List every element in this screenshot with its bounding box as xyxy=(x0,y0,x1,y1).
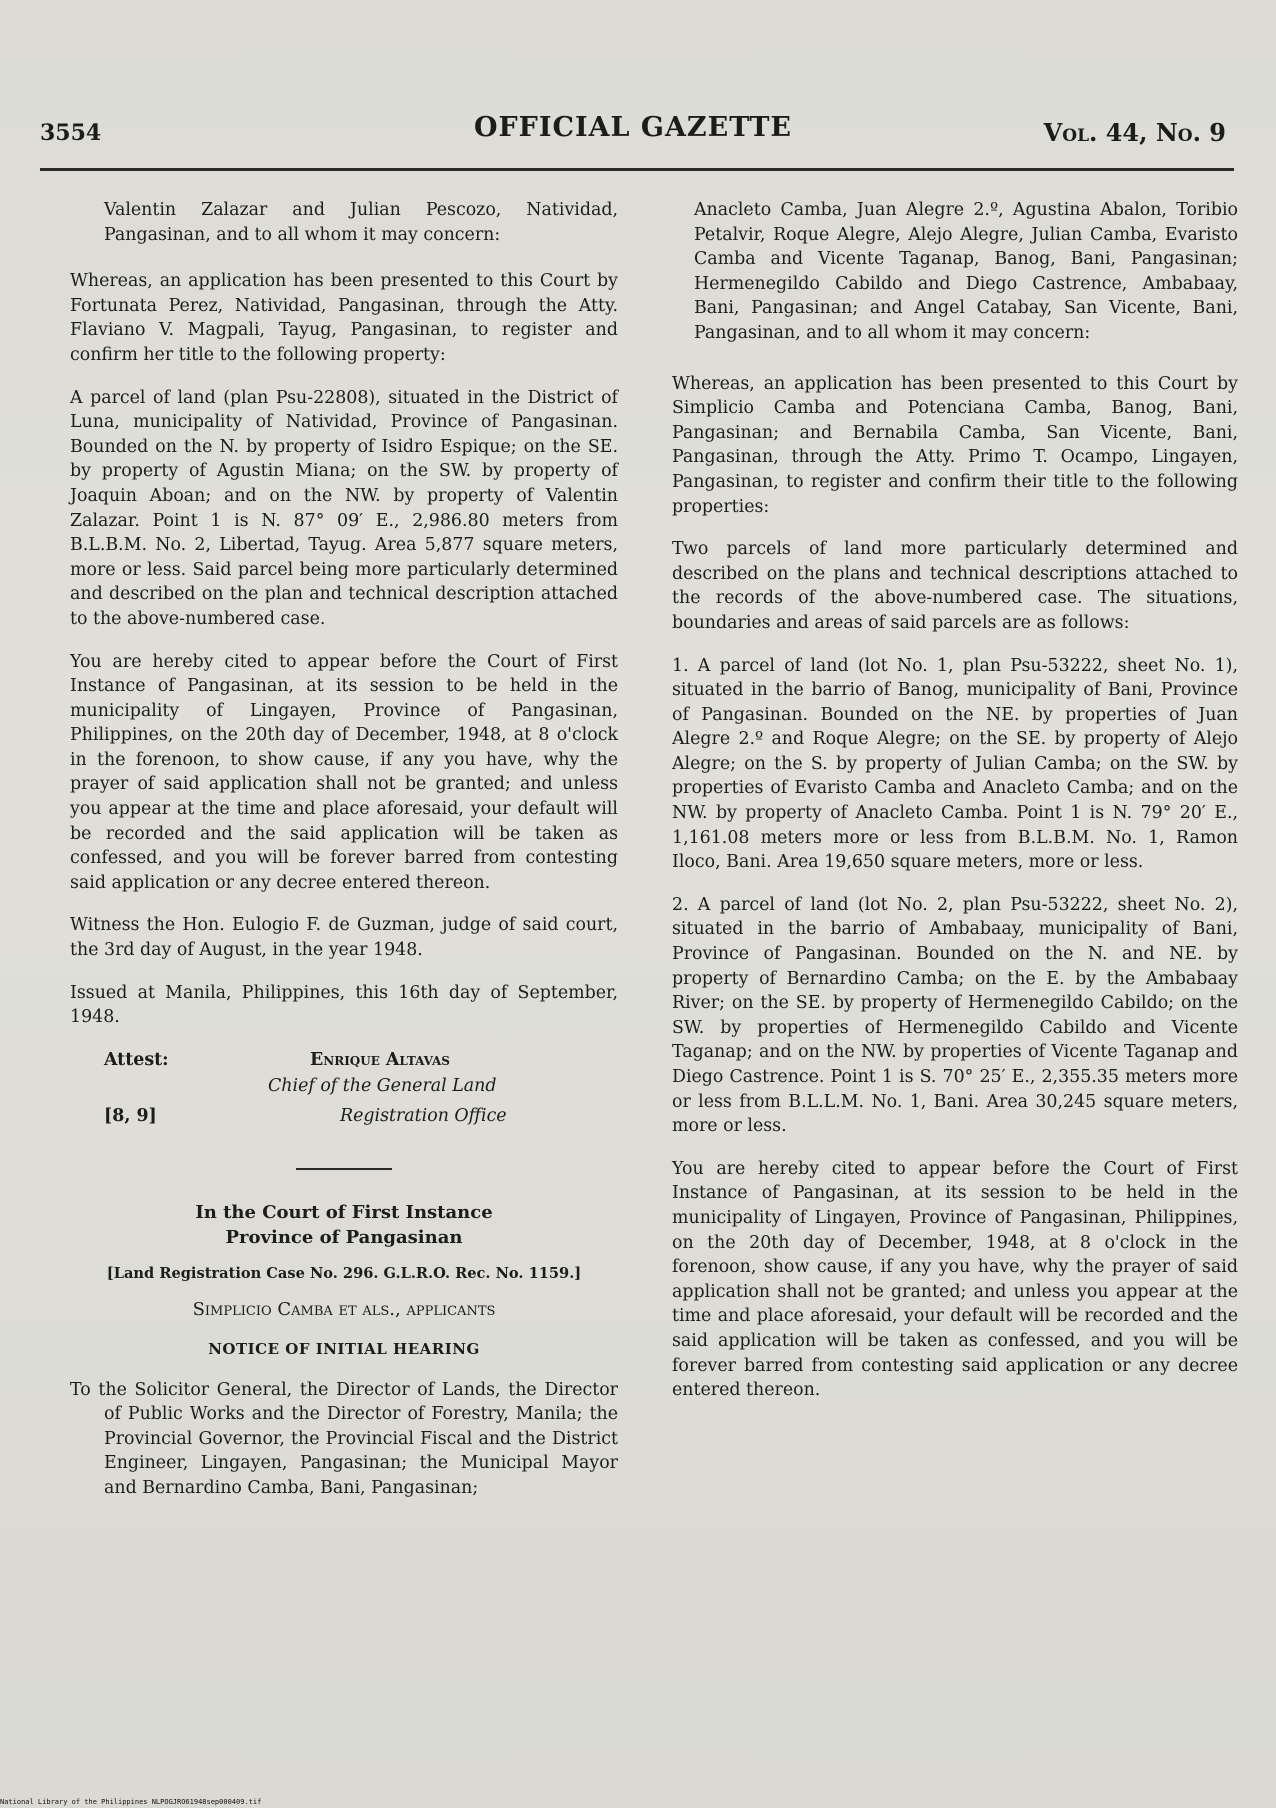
left-issued-paragraph: Issued at Manila, Philippines, this 16th day of September, 1948. xyxy=(70,982,618,1028)
page-header xyxy=(40,112,1226,152)
left-column xyxy=(70,198,618,1519)
right-whereas-paragraph: Whereas, an application has been presented to this Court by Simplicio Camba and Potenciana Camba, Banog, Bani, Pangasinan; and Bernabila Camba, San Vicente, Bani, Pangasinan, through the Atty. Primo T. Ocampo, Lingayen, Pangasinan, to register and confirm their title to the following properties: xyxy=(672,373,1238,517)
attest-office: Registration Office xyxy=(340,1105,507,1126)
to-paragraph: To the Solicitor General, the Director of Lands, the Director of Public Works and the Director of Forestry, Manila; the Provincial Governor, the Provincial Fiscal and the District Engineer, Lingayen, Pangasinan; the Municipal Mayor and Bernardino Camba, Bani, Pangasinan; xyxy=(70,1379,618,1498)
right-column xyxy=(672,198,1238,1421)
left-parcel-paragraph: A parcel of land (plan Psu-22808), situated in the District of Luna, municipality of Natividad, Province of Pangasinan. Bounded on the N. by property of Isidro Espique; on the SE. by property of Agustin Miana; on the SW. by property of Joaquin Aboan; and on the NW. by property of Valentin Zalazar. Point 1 is N. 87° 09′ E., 2,986.80 meters from B.L.B.M. No. 2, Libertad, Tayug. Area 5,877 square meters, more or less. Said parcel being more particularly determined and described on the plan and technical description attached to the above-numbered case. xyxy=(70,387,618,629)
court-heading-1: In the Court of First Instance xyxy=(195,1201,493,1223)
right-citation-paragraph: You are hereby cited to appear before the Court of First Instance of Pangasinan, at its session to be held in the municipality of Lingayen, Province of Pangasinan, Philippines, on the 20th day of December, 1948, at 8 o'clock in the forenoon, show cause, if any you have, why the prayer of said application shall not be granted; and unless you appear at the time and place aforesaid, your default will be recorded and the said application will be taken as confessed, and you will be forever barred from contesting said application or any decree entered thereon. xyxy=(672,1158,1238,1401)
attest-name: Enrique Altavas xyxy=(310,1049,450,1070)
attest-title: Chief of the General Land xyxy=(268,1075,497,1096)
left-address-block: Valentin Zalazar and Julian Pescozo, Natividad, Pangasinan, and to all whom it may concern: xyxy=(104,200,618,245)
publication-title: OFFICIAL GAZETTE xyxy=(473,112,793,143)
right-parcel-2: 2. A parcel of land (lot No. 2, plan Psu-53222, sheet No. 2), situated in the barrio of Ambabaay, municipality of Bani, Province of Pangasinan. Bounded on the N. and NE. by property of Bernardino Camba; on the E. by the Ambabaay River; on the SE. by property of Hermenegildo Cabildo; on the SW. by properties of Hermenegildo Cabildo and Vicente Taganap; and on the NW. by properties of Vicente Taganap and Diego Castrence. Point 1 is S. 70° 25′ E., 2,355.35 meters more or less from B.L.L.M. No. 1, Bani. Area 30,245 square meters, more or less. xyxy=(672,894,1238,1137)
left-citation-paragraph: You are hereby cited to appear before the Court of First Instance of Pangasinan, at its session to be held in the municipality of Lingayen, Province of Pangasinan, Philippines, on the 20th day of December, 1948, at 8 o'clock in the forenoon, to show cause, if any you have, why the prayer of said application shall not be granted; and unless you appear at the time and place aforesaid, your default will be recorded and the said application will be taken as confessed, and you will be forever barred from contesting said application or any decree entered thereon. xyxy=(70,651,618,893)
applicants-line: Simplicio Camba et als., applicants xyxy=(192,1299,496,1321)
notice-title: NOTICE OF INITIAL HEARING xyxy=(208,1340,480,1358)
volume-number: Vol. 44, No. 9 xyxy=(1043,118,1226,147)
right-parcel-1: 1. A parcel of land (lot No. 1, plan Psu-53222, sheet No. 1), situated in the barrio of Banog, municipality of Bani, Province of Pangasinan. Bounded on the NE. by properties of Juan Alegre 2.º and Roque Alegre; on the SE. by property of Alejo Alegre; on the S. by property of Julian Camba; on the SW. by properties of Evaristo Camba and Anacleto Camba; and on the NW. by property of Anacleto Camba. Point 1 is N. 79° 20′ E., 1,161.08 meters more or less from B.L.B.M. No. 1, Ramon Iloco, Bani. Area 19,650 square meters, more or less. xyxy=(672,655,1238,873)
page-number: 3554 xyxy=(40,120,102,146)
case-line: [Land Registration Case No. 296. G.L.R.O. Rec. No. 1159.] xyxy=(106,1264,582,1282)
left-witness-paragraph: Witness the Hon. Eulogio F. de Guzman, judge of said court, the 3rd day of August, in the year 1948. xyxy=(70,915,618,961)
issue-reference: [8, 9] xyxy=(104,1105,157,1126)
attest-block xyxy=(70,1048,618,1132)
scan-footer: National Library of the Philippines NLPOGJRO61948sep000409.tif xyxy=(0,1798,262,1806)
attest-label: Attest: xyxy=(104,1049,169,1070)
court-heading-2: Province of Pangasinan xyxy=(225,1226,463,1248)
right-parcels-intro: Two parcels of land more particularly determined and described on the plans and technical descriptions attached to the records of the above-numbered case. The situations, boundaries and areas of said parcels are as follows: xyxy=(672,539,1238,633)
right-address-block: Anacleto Camba, Juan Alegre 2.º, Agustina Abalon, Toribio Petalvir, Roque Alegre, Alejo Alegre, Julian Camba, Evaristo Camba and Vicente Taganap, Banog, Bani, Pangasinan; Hermenegildo Cabildo and Diego Castrence, Ambabaay, Bani, Pangasinan; and Angel Catabay, San Vicente, Bani, Pangasinan, and to all whom it may concern: xyxy=(694,200,1238,343)
left-whereas-paragraph: Whereas, an application has been presented to this Court by Fortunata Perez, Natividad, Pangasinan, through the Atty. Flaviano V. Magpali, Tayug, Pangasinan, to register and confirm her title to the following property: xyxy=(70,271,618,365)
header-rule xyxy=(40,168,1234,171)
section-divider xyxy=(296,1168,392,1170)
